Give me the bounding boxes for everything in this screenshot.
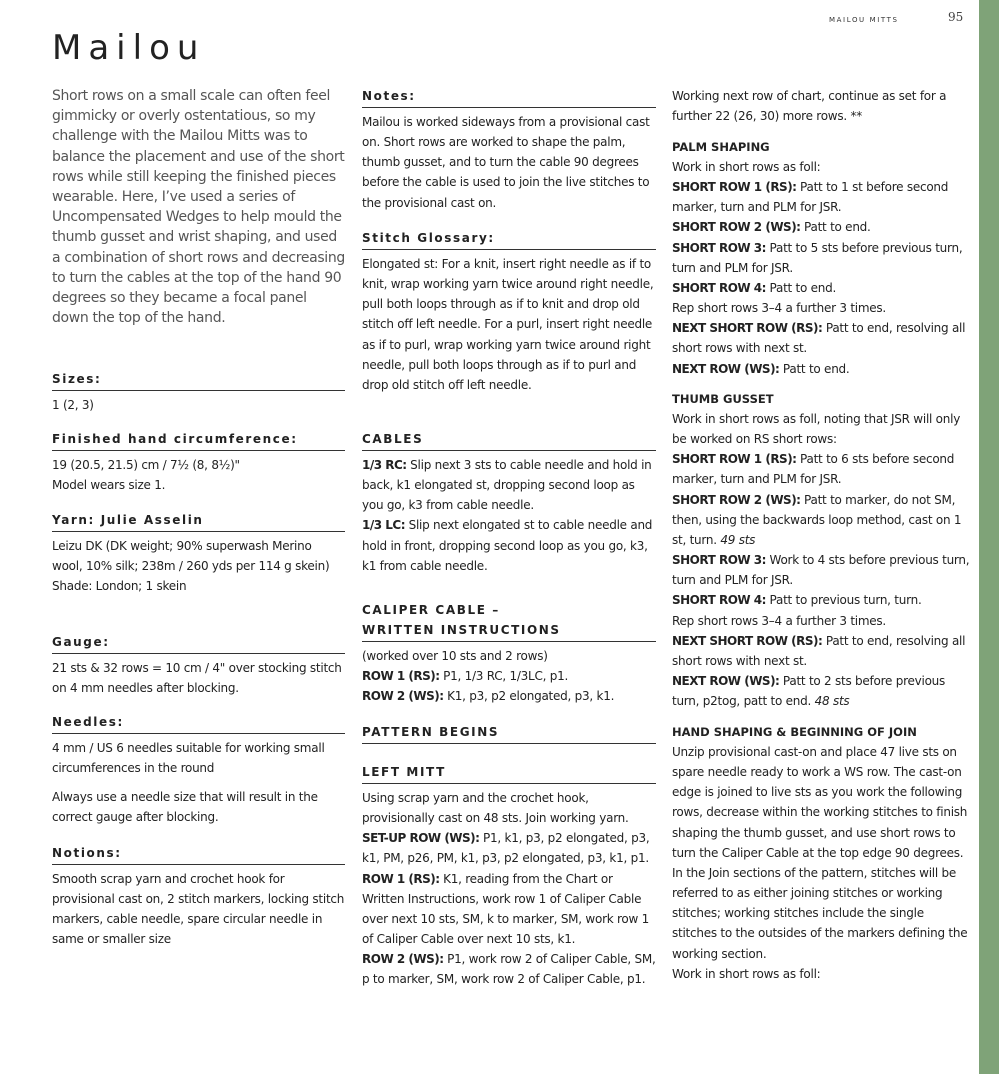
glossary-text: Elongated st: For a knit, insert right needle as if to knit, wrap working yarn twice around right needle, pull both loops through as if to knit and drop old stitch off left needle. For a purl, insert right needle as if to purl, wrap working yarn twice around right needle, pull both loops through as if to purl and drop old stitch off left needle. bbox=[362, 257, 654, 392]
thumb-next-label: NEXT SHORT ROW (RS): bbox=[672, 633, 823, 648]
thumb-sr3-text: Work to 4 sts before previous turn, turn and PLM for JSR. bbox=[672, 553, 970, 588]
notions-section bbox=[52, 843, 345, 950]
setup-row-text: P1, k1, p3, p2 elongated, p3, k1, PM, p26, PM, k1, p3, p2 elongated, p3, k1, p1. bbox=[362, 831, 650, 866]
palm-sr4-text: Patt to end. bbox=[765, 280, 837, 295]
caliper-heading-2: WRITTEN INSTRUCTIONS bbox=[362, 620, 656, 642]
page-number: 95 bbox=[948, 10, 964, 24]
palm-sr4-label: SHORT ROW 4: bbox=[672, 280, 766, 295]
yarn-shade: Shade: London; 1 skein bbox=[52, 579, 187, 594]
palm-short-row-2 bbox=[672, 217, 972, 237]
setup-row-label: SET-UP ROW (WS): bbox=[362, 831, 480, 846]
thumb-sr1-label: SHORT ROW 1 (RS): bbox=[672, 452, 797, 467]
palm-sr3-text: Patt to 5 sts before previous turn, turn and PLM for JSR. bbox=[672, 240, 963, 275]
palm-next-text: Patt to end, resolving all short rows with next st. bbox=[672, 321, 966, 356]
caliper-heading-1: CALIPER CABLE – bbox=[362, 603, 500, 617]
caliper-row-1 bbox=[362, 666, 656, 686]
thumb-gusset-section bbox=[672, 389, 972, 711]
thumb-intro: Work in short rows as foll, noting that JSR will only be worked on RS short rows: bbox=[672, 412, 961, 447]
cable-lc-label: 1/3 LC: bbox=[362, 518, 406, 533]
notes-section bbox=[362, 86, 656, 213]
cable-rc bbox=[362, 455, 656, 515]
circumference-heading: Finished hand circumference: bbox=[52, 429, 345, 451]
thumb-short-row-2 bbox=[672, 490, 972, 550]
gauge-heading: Gauge: bbox=[52, 632, 345, 654]
sizes-section bbox=[52, 369, 345, 415]
sizes-text: 1 (2, 3) bbox=[52, 398, 94, 412]
circumference-line2: Model wears size 1. bbox=[52, 478, 166, 493]
cable-lc bbox=[362, 515, 656, 575]
caliper-section bbox=[362, 600, 656, 706]
glossary-section bbox=[362, 228, 656, 395]
palm-short-row-1 bbox=[672, 177, 972, 217]
palm-sr1-text: Patt to 1 st before second marker, turn and PLM for JSR. bbox=[672, 180, 949, 215]
intro-paragraph: Short rows on a small scale can often feel gimmicky or overly ostentatious, so my challenge with the Mailou Mitts was to balance the placement and use of the short rows while still keeping the finished pieces wearable. Here, I’ve used a series of Uncompensated Wedges to help mould the thumb gusset and wrist shaping, and used a combination of short rows and decreasing to turn the cables at the top of the hand 90 degrees so they became a focal panel down the top of the hand. bbox=[52, 88, 345, 327]
caliper-row-2 bbox=[362, 686, 656, 706]
notes-heading: Notes: bbox=[362, 86, 656, 108]
thumb-nr-label: NEXT ROW (WS): bbox=[672, 674, 780, 689]
thumb-sr2-count: 49 sts bbox=[720, 532, 756, 547]
cable-rc-label: 1/3 RC: bbox=[362, 458, 407, 472]
palm-shaping-heading: PALM SHAPING bbox=[672, 140, 770, 154]
palm-shaping-section bbox=[672, 137, 972, 379]
cables-heading: CABLES bbox=[362, 429, 656, 451]
gauge-text: 21 sts & 32 rows = 10 cm / 4" over stocking stitch on 4 mm needles after blocking. bbox=[52, 661, 342, 696]
palm-next-short-row bbox=[672, 318, 972, 358]
left-mitt-row-1 bbox=[362, 869, 656, 950]
palm-short-row-4 bbox=[672, 278, 972, 298]
left-mitt-section bbox=[362, 762, 656, 990]
circumference-line1: 19 (20.5, 21.5) cm / 7½ (8, 8½)" bbox=[52, 458, 240, 472]
yarn-heading: Yarn: Julie Asselin bbox=[52, 510, 345, 532]
cables-section bbox=[362, 429, 656, 576]
needles-heading: Needles: bbox=[52, 712, 345, 734]
needles-text-2: Always use a needle size that will result in the correct gauge after blocking. bbox=[52, 790, 318, 825]
caliper-row-1-text: P1, 1/3 RC, 1/3LC, p1. bbox=[439, 669, 569, 684]
continue-block bbox=[672, 86, 972, 126]
pattern-begins-section bbox=[362, 722, 656, 748]
left-mitt-row-2-label: ROW 2 (WS): bbox=[362, 952, 444, 967]
palm-sr2-label: SHORT ROW 2 (WS): bbox=[672, 220, 801, 235]
needles-section bbox=[52, 712, 345, 828]
needles-text-1: 4 mm / US 6 needles suitable for working small circumferences in the round bbox=[52, 741, 325, 776]
thumb-sr3-label: SHORT ROW 3: bbox=[672, 553, 766, 568]
sizes-heading: Sizes: bbox=[52, 369, 345, 391]
thumb-sr4-label: SHORT ROW 4: bbox=[672, 593, 766, 608]
palm-next-label: NEXT SHORT ROW (RS): bbox=[672, 321, 823, 336]
notes-text: Mailou is worked sideways from a provisional cast on. Short rows are worked to shape the palm, thumb gusset, and to turn the cable 90 degrees before the cable is used to join the live stitches to the provisional cast on. bbox=[362, 115, 650, 210]
pattern-begins-heading: PATTERN BEGINS bbox=[362, 722, 656, 744]
thumb-short-row-1 bbox=[672, 449, 972, 489]
thumb-sr1-text: Patt to 6 sts before second marker, turn and PLM for JSR. bbox=[672, 452, 955, 487]
left-mitt-row-2-text: P1, work row 2 of Caliper Cable, SM, p to marker, SM, work row 2 of Caliper Cable, p1. bbox=[362, 952, 656, 987]
yarn-section bbox=[52, 510, 345, 596]
continue-text: Working next row of chart, continue as set for a further 22 (26, 30) more rows. ** bbox=[672, 89, 947, 124]
thumb-sr2-label: SHORT ROW 2 (WS): bbox=[672, 492, 801, 507]
notions-text: Smooth scrap yarn and crochet hook for provisional cast on, 2 stitch markers, locking stitch markers, cable needle, spare circular needle in same or smaller size bbox=[52, 872, 345, 947]
thumb-next-short-row bbox=[672, 631, 972, 671]
circumference-section bbox=[52, 429, 345, 495]
thumb-gusset-heading: THUMB GUSSET bbox=[672, 392, 774, 406]
palm-sr1-label: SHORT ROW 1 (RS): bbox=[672, 180, 797, 195]
palm-next-row bbox=[672, 359, 972, 379]
page-edge-bar bbox=[979, 0, 999, 1074]
hand-shaping-text: Unzip provisional cast-on and place 47 live sts on spare needle ready to work a WS row. The cast-on edge is joined to live sts as you work the following rows, decrease within the working stitches to finish shaping the thumb gusset, and use short rows to turn the Caliper Cable at the top edge 90 degrees. In the Join sections of the pattern, stitches will be referred to as either joining stitches or working stitches; working stitches include the single stitches to the outsides of the markers defining the working section. bbox=[672, 745, 968, 961]
thumb-repeat: Rep short rows 3–4 a further 3 times. bbox=[672, 613, 886, 628]
thumb-sr4-text: Patt to previous turn, turn. bbox=[765, 593, 922, 608]
cable-rc-text: Slip next 3 sts to cable needle and hold in back, k1 elongated st, dropping second loop as you go, k3 from cable needle. bbox=[362, 458, 652, 513]
left-mitt-row-1-text: K1, reading from the Chart or Written Instructions, work row 1 of Caliper Cable over next 10 sts, SM, k to marker, SM, work row 1 of Caliper Cable over next 10 sts, k1. bbox=[362, 871, 650, 947]
thumb-nr-text: Patt to 2 sts before previous turn, p2tog, patt to end. bbox=[672, 674, 946, 709]
caliper-row-2-text: K1, p3, p2 elongated, p3, k1. bbox=[443, 689, 615, 704]
palm-short-row-3 bbox=[672, 238, 972, 278]
setup-row bbox=[362, 828, 656, 868]
hand-shaping-end: Work in short rows as foll: bbox=[672, 966, 821, 981]
palm-intro: Work in short rows as foll: bbox=[672, 160, 821, 174]
thumb-short-row-4 bbox=[672, 590, 972, 610]
caliper-row-1-label: ROW 1 (RS): bbox=[362, 669, 440, 684]
running-head: MAILOU MITTS bbox=[829, 16, 899, 24]
gauge-section bbox=[52, 632, 345, 698]
hand-shaping-section bbox=[672, 722, 972, 984]
palm-sr3-label: SHORT ROW 3: bbox=[672, 240, 766, 255]
cable-lc-text: Slip next elongated st to cable needle and hold in front, dropping second loop as you go, k3, k1 from cable needle. bbox=[362, 518, 653, 573]
thumb-next-row bbox=[672, 671, 972, 711]
palm-repeat: Rep short rows 3–4 a further 3 times. bbox=[672, 301, 886, 316]
thumb-short-row-3 bbox=[672, 550, 972, 590]
thumb-nr-count: 48 sts bbox=[814, 694, 850, 709]
caliper-row-2-label: ROW 2 (WS): bbox=[362, 689, 444, 704]
glossary-heading: Stitch Glossary: bbox=[362, 228, 656, 250]
left-mitt-row-2 bbox=[362, 949, 656, 989]
palm-nr-text: Patt to end. bbox=[779, 361, 850, 376]
palm-sr2-text: Patt to end. bbox=[800, 220, 871, 235]
caliper-intro: (worked over 10 sts and 2 rows) bbox=[362, 649, 548, 663]
left-mitt-intro: Using scrap yarn and the crochet hook, provisionally cast on 48 sts. Join working yarn. bbox=[362, 791, 629, 826]
thumb-next-text: Patt to end, resolving all short rows with next st. bbox=[672, 633, 966, 668]
yarn-text: Leizu DK (DK weight; 90% superwash Merino wool, 10% silk; 238m / 260 yds per 114 g skein) bbox=[52, 539, 330, 574]
hand-shaping-heading: HAND SHAPING & BEGINNING OF JOIN bbox=[672, 725, 917, 739]
left-mitt-row-1-label: ROW 1 (RS): bbox=[362, 871, 440, 886]
page-title: Mailou bbox=[52, 28, 206, 68]
left-mitt-heading: LEFT MITT bbox=[362, 762, 656, 784]
notions-heading: Notions: bbox=[52, 843, 345, 865]
thumb-sr2-text: Patt to marker, do not SM, then, using the backwards loop method, cast on 1 st, turn. bbox=[672, 492, 962, 547]
palm-nr-label: NEXT ROW (WS): bbox=[672, 361, 780, 376]
